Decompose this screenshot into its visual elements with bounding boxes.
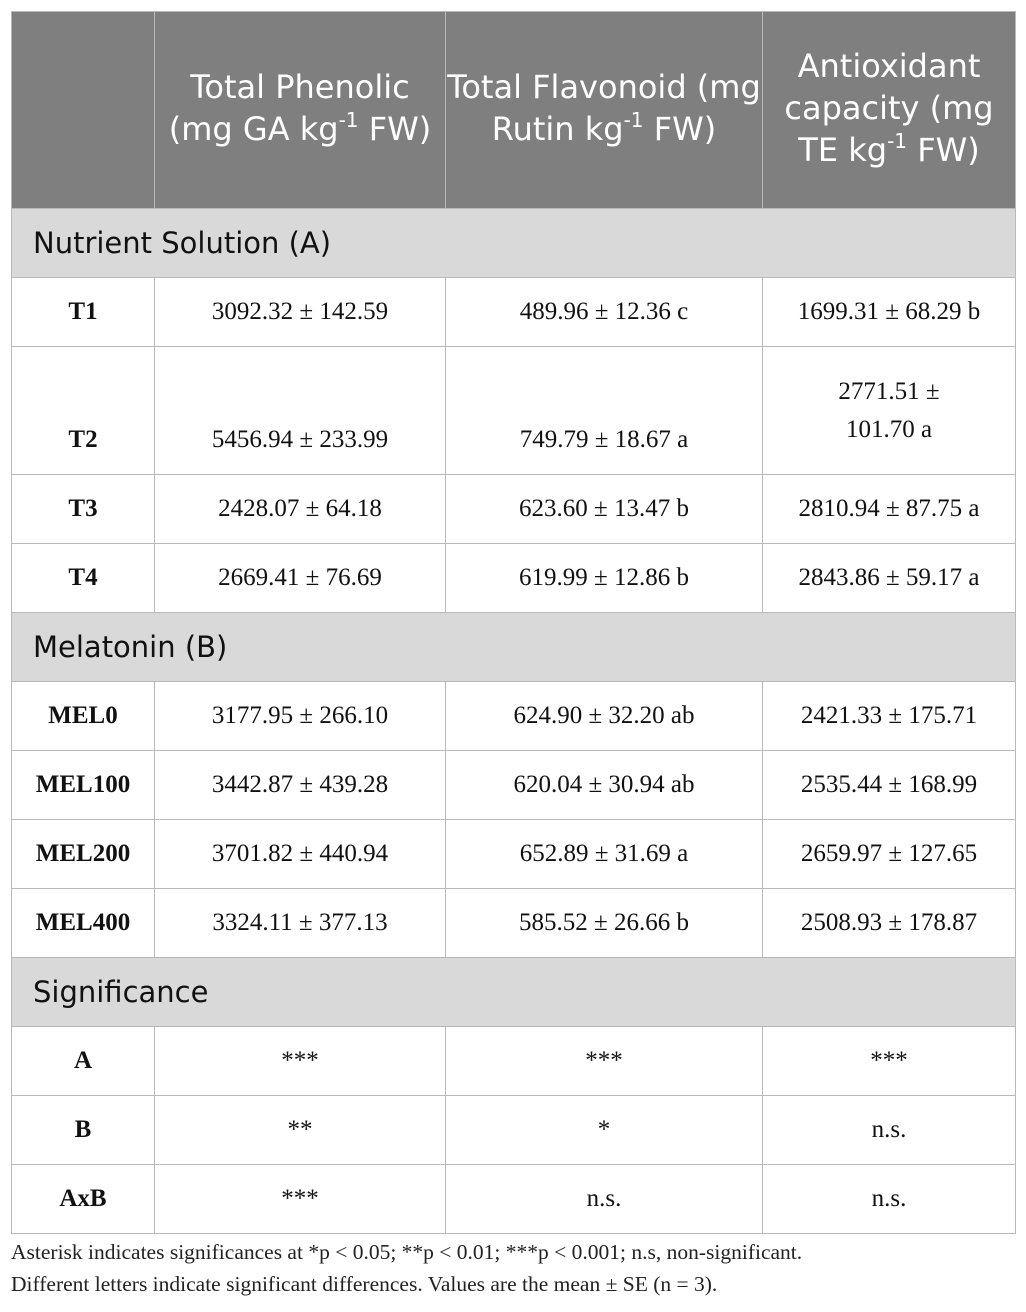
header-total-phenolic: Total Phenolic (mg GA $kg^{-1}$ FW) xyxy=(155,12,446,209)
table-row xyxy=(12,475,1016,544)
phenolic-cell: ** xyxy=(155,1096,446,1165)
antioxidant-cell: *** xyxy=(763,1027,1016,1096)
phenolic-cell: 3442.87 ± 439.28 xyxy=(155,751,446,820)
row-label: T2 xyxy=(12,347,155,475)
flavonoid-cell: 652.89 ± 31.69 a xyxy=(446,820,763,889)
section-label: Melatonin (B) xyxy=(12,613,1016,682)
table-row xyxy=(12,1027,1016,1096)
phenolic-cell: 3092.32 ± 142.59 xyxy=(155,278,446,347)
antioxidant-cell: 2843.86 ± 59.17 a xyxy=(763,544,1016,613)
table-row xyxy=(12,682,1016,751)
table-row xyxy=(12,278,1016,347)
antioxidant-cell: 2810.94 ± 87.75 a xyxy=(763,475,1016,544)
flavonoid-cell: 585.52 ± 26.66 b xyxy=(446,889,763,958)
table-row xyxy=(12,889,1016,958)
table-footnote xyxy=(11,1236,1015,1300)
flavonoid-cell: n.s. xyxy=(446,1165,763,1234)
row-label: MEL100 xyxy=(12,751,155,820)
table-row xyxy=(12,820,1016,889)
row-label: MEL200 xyxy=(12,820,155,889)
table-row xyxy=(12,347,1016,475)
table-row xyxy=(12,1165,1016,1234)
table-row xyxy=(12,751,1016,820)
row-label: T3 xyxy=(12,475,155,544)
flavonoid-cell: 623.60 ± 13.47 b xyxy=(446,475,763,544)
flavonoid-cell: * xyxy=(446,1096,763,1165)
flavonoid-cell: 619.99 ± 12.86 b xyxy=(446,544,763,613)
row-label: T1 xyxy=(12,278,155,347)
section-nutrient-solution xyxy=(12,209,1016,278)
phenolic-cell: 3701.82 ± 440.94 xyxy=(155,820,446,889)
phenolic-cell: *** xyxy=(155,1165,446,1234)
antioxidant-cell: 2421.33 ± 175.71 xyxy=(763,682,1016,751)
flavonoid-cell: 489.96 ± 12.36 c xyxy=(446,278,763,347)
row-label: MEL0 xyxy=(12,682,155,751)
antioxidant-cell: 1699.31 ± 68.29 b xyxy=(763,278,1016,347)
flavonoid-cell: *** xyxy=(446,1027,763,1096)
antioxidant-cell: 2659.97 ± 127.65 xyxy=(763,820,1016,889)
section-melatonin xyxy=(12,613,1016,682)
row-label: T4 xyxy=(12,544,155,613)
footnote-line: Different letters indicate significant differences. Values are the mean ± SE (n = 3). xyxy=(11,1272,718,1296)
section-significance xyxy=(12,958,1016,1027)
row-label: A xyxy=(12,1027,155,1096)
antioxidant-cell: 2508.93 ± 178.87 xyxy=(763,889,1016,958)
antioxidant-cell: n.s. xyxy=(763,1096,1016,1165)
data-table xyxy=(11,11,1016,1234)
header-total-flavonoid: Total Flavonoid (mg Rutin $kg^{-1}$ FW) xyxy=(446,12,763,209)
antioxidant-cell: 2771.51 ± 101.70 a xyxy=(763,347,1016,475)
antioxidant-cell: 2535.44 ± 168.99 xyxy=(763,751,1016,820)
phenolic-cell: 2669.41 ± 76.69 xyxy=(155,544,446,613)
header-empty xyxy=(12,12,155,209)
phenolic-cell: 2428.07 ± 64.18 xyxy=(155,475,446,544)
row-label: B xyxy=(12,1096,155,1165)
row-label: AxB xyxy=(12,1165,155,1234)
header-antioxidant-capacity: Antioxidant capacity (mg TE $kg^{-1}$ FW) xyxy=(763,12,1016,209)
flavonoid-cell: 749.79 ± 18.67 a xyxy=(446,347,763,475)
phenolic-cell: 3177.95 ± 266.10 xyxy=(155,682,446,751)
row-label: MEL400 xyxy=(12,889,155,958)
header-row xyxy=(12,12,1016,209)
phenolic-cell: 3324.11 ± 377.13 xyxy=(155,889,446,958)
antioxidant-cell: n.s. xyxy=(763,1165,1016,1234)
flavonoid-cell: 624.90 ± 32.20 ab xyxy=(446,682,763,751)
phenolic-cell: 5456.94 ± 233.99 xyxy=(155,347,446,475)
table-row xyxy=(12,544,1016,613)
data-table-container xyxy=(11,11,1015,1234)
section-label: Nutrient Solution (A) xyxy=(12,209,1016,278)
footnote-line: Asterisk indicates significances at *p < 0.05; **p < 0.01; ***p < 0.001; n.s, non-significant. xyxy=(11,1240,803,1264)
section-label: Significance xyxy=(12,958,1016,1027)
flavonoid-cell: 620.04 ± 30.94 ab xyxy=(446,751,763,820)
phenolic-cell: *** xyxy=(155,1027,446,1096)
table-row xyxy=(12,1096,1016,1165)
